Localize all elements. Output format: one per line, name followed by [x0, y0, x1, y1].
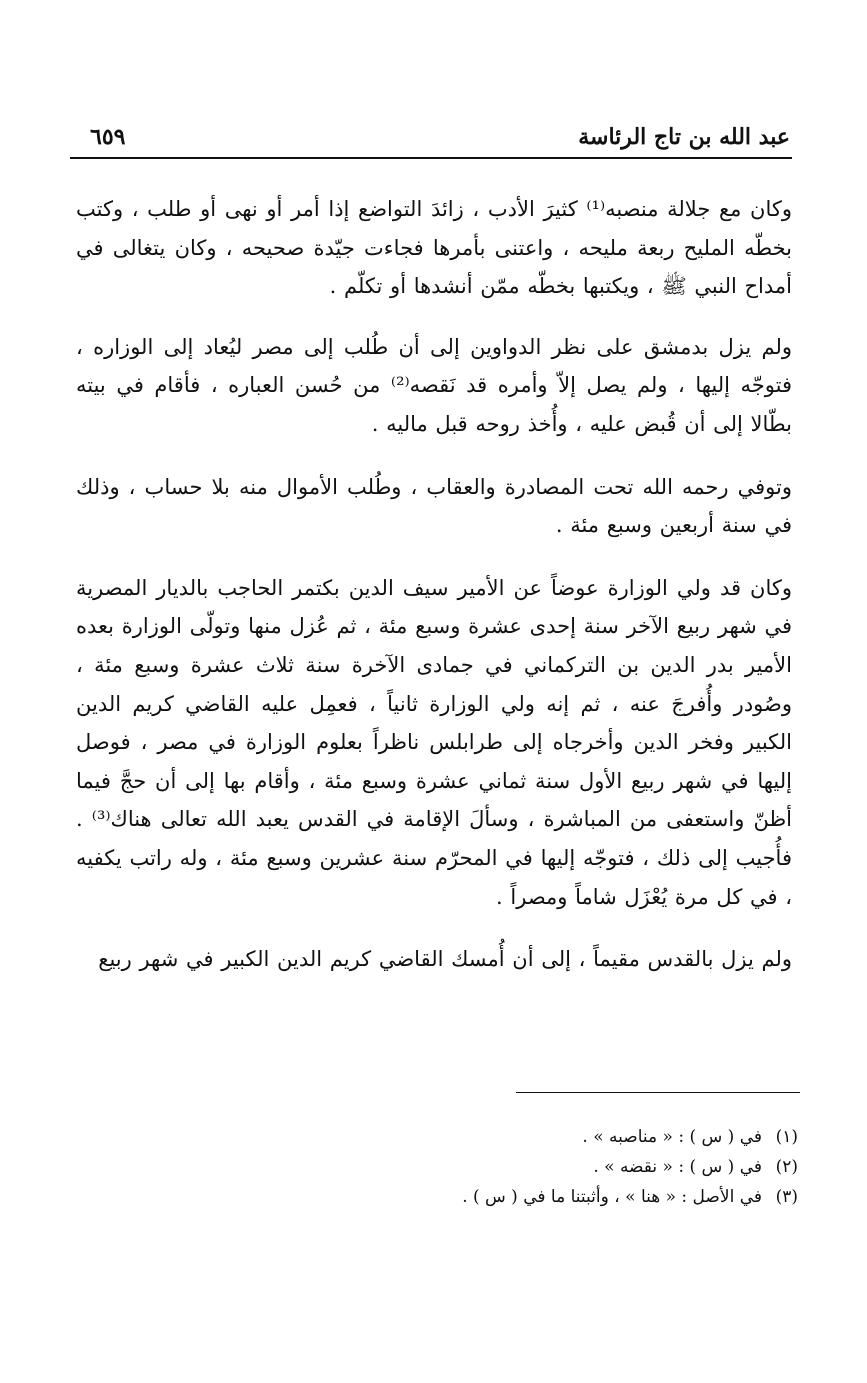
- header-divider: [70, 157, 792, 159]
- footnotes: [76, 1122, 798, 1212]
- main-text: [76, 190, 792, 1003]
- footnote-2: [76, 1152, 798, 1182]
- page-number: ٦٥٩: [90, 124, 126, 150]
- running-header: [70, 118, 792, 158]
- footnote-number: (٣): [775, 1187, 798, 1207]
- paragraph-3: وتوفي رحمه الله تحت المصادرة والعقاب ، وطُلب الأموال منه بلا حساب ، وذلك في سنة أربعين وسبع مئة .: [76, 474, 792, 538]
- paragraph-4: وكان قد ولي الوزارة عوضاً عن الأمير سيف الدين بكتمر الحاجب بالديار المصرية في شهر ربيع الآخر سنة إحدى عشرة وسبع مئة ، ثم عُزل منها وتولّى الوزارة بعده الأمير بدر الدين بن التركماني في جمادى الآخرة سنة ثلاث عشرة وسبع مئة ، وصُودر وأُفرجَ عنه ، ثم إنه ولي الوزارة ثانياً ، فعمِل عليه القاضي كريم الدين الكبير وفخر الدين وأخرجاه إلى طرابلس ناظراً بعلوم الوزارة في مصر ، فوصل إليها في شهر ربيع الأول سنة ثماني عشرة وسبع مئة ، وأقام بها إلى أن حجَّ فيما أظنّ واستعفى من المباشرة ، وسألَ الإقامة في القدس يعبد الله تعالى هناك⁽³⁾ . فأُجيب إلى ذلك ، فتوجّه إليها في المحرّم سنة عشرين وسبع مئة ، وله راتب يكفيه ، في كل مرة يُعْزَل شاماً ومصراً .: [76, 575, 792, 909]
- footnote-divider: [516, 1092, 800, 1093]
- running-title: عبد الله بن تاج الرئاسة: [578, 124, 790, 150]
- footnote-text: في ( س ) : « نقضه » .: [593, 1157, 762, 1177]
- footnote-number: (١): [775, 1127, 798, 1147]
- footnote-1: [76, 1122, 798, 1152]
- footnote-text: في ( س ) : « مناصبه » .: [582, 1127, 762, 1147]
- footnote-text: في الأصل : « هنا » ، وأثبتنا ما في ( س ) .: [462, 1187, 762, 1207]
- paragraph-5: ولم يزل بالقدس مقيماً ، إلى أن أُمسك القاضي كريم الدين الكبير في شهر ربيع: [98, 947, 792, 972]
- paragraph-1: وكان مع جلالة منصبه⁽¹⁾ كثيرَ الأدب ، زائدَ التواضع إذا أمر أو نهى أو طلب ، وكتب بخطّه المليح ربعة مليحه ، واعتنى بأمرها فجاءت جيّدة صحيحه ، وكان يتغالى في أمداح النبي ﷺ ، ويكتبها بخطّه ممّن أنشدها أو تكلّم .: [76, 197, 792, 299]
- paragraph-2: ولم يزل بدمشق على نظر الدواوين إلى أن طُلب إلى مصر ليُعاد إلى الوزاره ، فتوجّه إليها ، ولم يصل إلاّ وأمره قد نَقصه⁽²⁾ من حُسن العباره ، فأقام في بيته بطّالا إلى أن قُبض عليه ، وأُخذ روحه قبل ماليه .: [76, 334, 792, 436]
- footnote-number: (٢): [775, 1157, 798, 1177]
- footnote-3: [76, 1182, 798, 1212]
